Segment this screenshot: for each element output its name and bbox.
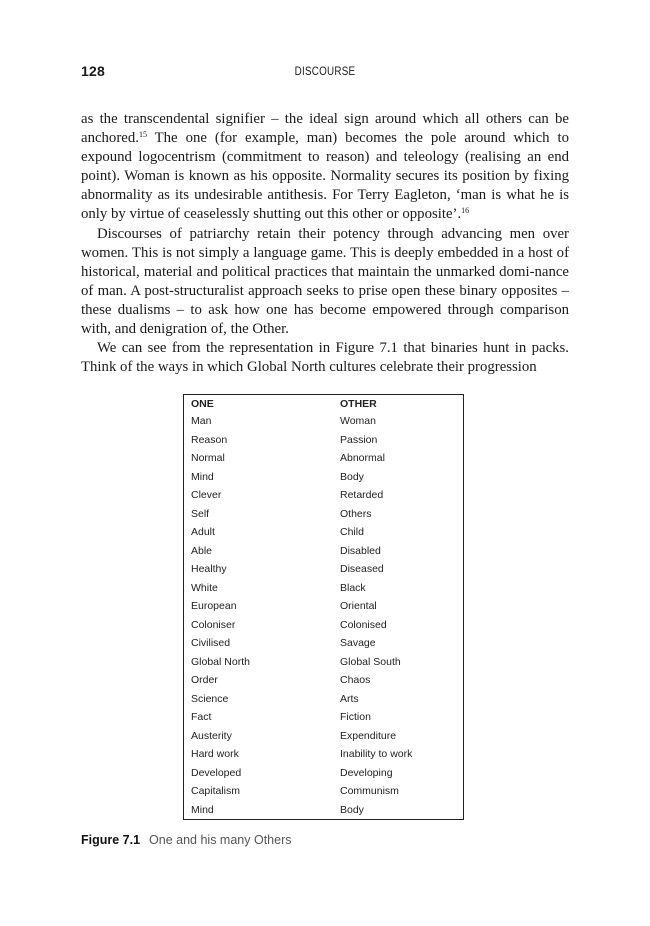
cell-one: Healthy [191, 563, 227, 576]
table-row [184, 542, 463, 561]
paragraph-1-continued: The one (for example, man) becomes the pole around which to expound logocentrism (commitment to reason) and teleology (realising an end point). Woman is known as his opposite. Normality secures its position by fixing abnormality as its undesirable antithesis. For Terry Eagleton, ‘man is what he is only by virtue of ceaselessly shutting out this other or opposite’. [81, 130, 569, 223]
figure-caption-text: One and his many Others [149, 833, 292, 847]
cell-one: Coloniser [191, 618, 236, 631]
table-row [184, 560, 463, 579]
cell-one: Global North [191, 655, 250, 668]
table-row [184, 468, 463, 487]
table-row [184, 523, 463, 542]
cell-other: Child [340, 526, 364, 539]
column-header-other: OTHER [340, 398, 377, 410]
cell-other: Chaos [340, 674, 371, 687]
footnote-ref-16[interactable]: 16 [461, 206, 470, 216]
cell-other: Black [340, 581, 366, 594]
paragraph-3: We can see from the representation in Figure 7.1 that binaries hunt in packs. Think of the ways in which Global North cultures celebrate their progression [81, 340, 569, 376]
cell-one: Austerity [191, 729, 232, 742]
section-title: DISCOURSE [294, 64, 356, 78]
paragraph-1 [81, 110, 569, 225]
cell-one: Civilised [191, 637, 231, 650]
cell-one: Fact [191, 711, 212, 724]
cell-other: Arts [340, 692, 359, 705]
cell-other: Others [340, 507, 372, 520]
cell-other: Abnormal [340, 452, 385, 465]
paragraph-2: Discourses of patriarchy retain their potency through advancing men over women. This is not simply a language game. This is deeply embedded in a host of historical, material and political practices that maintain the unmarked domi-nance of man. A post-structuralist approach seeks to prise open these binary opposites – these dualisms – to ask how one has become empowered through comparison with, and denigration of, the Other. [81, 225, 569, 338]
running-head [81, 63, 569, 81]
binary-table [184, 396, 463, 819]
cell-one: Man [191, 415, 212, 428]
cell-other: Expenditure [340, 729, 397, 742]
cell-other: Colonised [340, 618, 387, 631]
table-row [184, 727, 463, 746]
table-row [184, 412, 463, 431]
figure-caption-label: Figure 7.1 [81, 833, 141, 847]
cell-other: Global South [340, 655, 401, 668]
figure-7-1-box [183, 394, 464, 820]
table-row [184, 671, 463, 690]
cell-other: Communism [340, 785, 399, 798]
cell-other: Passion [340, 433, 378, 446]
cell-other: Fiction [340, 711, 371, 724]
table-row [184, 486, 463, 505]
cell-one: Able [191, 544, 213, 557]
column-header-one: ONE [191, 398, 214, 410]
cell-other: Oriental [340, 600, 377, 613]
cell-other: Developing [340, 766, 393, 779]
cell-one: European [191, 600, 237, 613]
table-body [184, 412, 463, 819]
cell-one: Reason [191, 433, 228, 446]
table-row [184, 690, 463, 709]
page-number: 128 [81, 63, 105, 79]
cell-one: Clever [191, 489, 222, 502]
cell-other: Woman [340, 415, 376, 428]
table-row [184, 579, 463, 598]
cell-one: Normal [191, 452, 225, 465]
table-row [184, 505, 463, 524]
cell-other: Body [340, 803, 364, 816]
cell-one: Capitalism [191, 785, 241, 798]
cell-one: Hard work [191, 748, 239, 761]
paragraph-1-line-1: as the transcendental signifier – the ideal sign around which all others can be [81, 111, 569, 127]
table-row [184, 801, 463, 820]
cell-one: Adult [191, 526, 215, 539]
cell-other: Retarded [340, 489, 384, 502]
cell-one: Developed [191, 766, 242, 779]
figure-caption [81, 833, 291, 847]
table-header-row [184, 396, 463, 412]
footnote-ref-15[interactable]: 15 [138, 130, 147, 140]
cell-other: Diseased [340, 563, 384, 576]
body-text [81, 110, 569, 377]
cell-other: Body [340, 470, 364, 483]
cell-other: Disabled [340, 544, 381, 557]
cell-one: Self [191, 507, 210, 520]
table-row [184, 616, 463, 635]
table-row [184, 745, 463, 764]
cell-one: Science [191, 692, 229, 705]
cell-one: White [191, 581, 218, 594]
table-row [184, 708, 463, 727]
table-row [184, 653, 463, 672]
anchored-text: anchored. [81, 130, 139, 147]
cell-one: Mind [191, 803, 214, 816]
table-row [184, 764, 463, 783]
table-row [184, 431, 463, 450]
table-row [184, 449, 463, 468]
cell-one: Mind [191, 470, 214, 483]
table-row [184, 597, 463, 616]
cell-other: Savage [340, 637, 376, 650]
table-row [184, 634, 463, 653]
cell-one: Order [191, 674, 218, 687]
table-row [184, 782, 463, 801]
cell-other: Inability to work [340, 748, 413, 761]
